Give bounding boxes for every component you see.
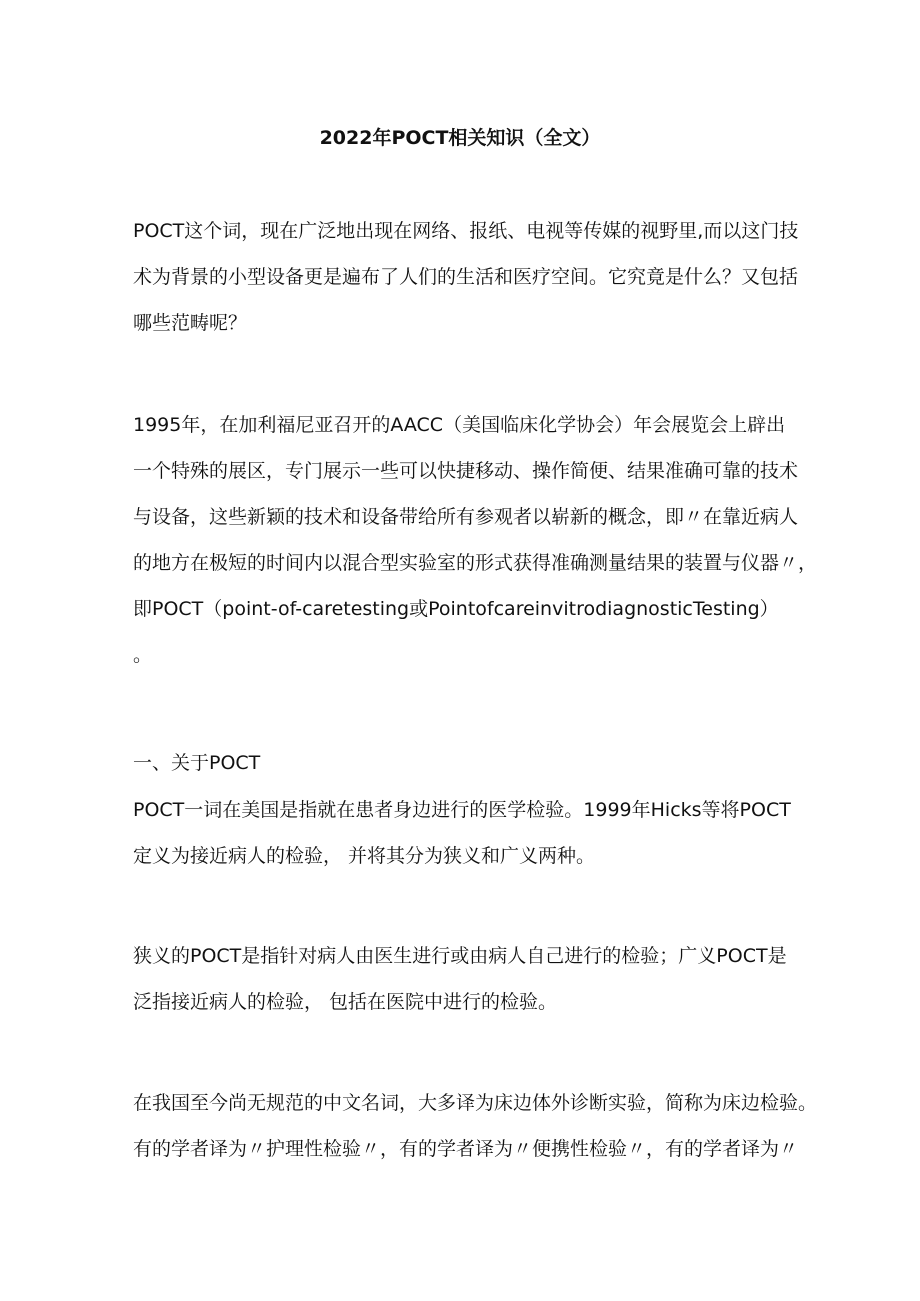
document-title: 2022年POCT相关知识（全文） xyxy=(319,127,601,149)
paragraph-intro xyxy=(133,208,823,346)
paragraph-narrow-broad xyxy=(133,933,823,1025)
paragraph-history xyxy=(133,402,823,678)
text-line: POCT一词在美国是指就在患者身边进行的医学检验。1999年Hicks等将POCT xyxy=(133,799,791,821)
text-line: 狭义的POCT是指针对病人由医生进行或由病人自己进行的检验；广义POCT是 xyxy=(133,945,787,967)
text-line: 。 xyxy=(133,644,153,666)
section-heading xyxy=(133,740,823,786)
text-line: POCT这个词，现在广泛地出现在网络、报纸、电视等传媒的视野里,而以这门技 xyxy=(133,220,799,242)
text-line: 一个特殊的展区，专门展示一些可以快捷移动、操作简便、结果准确可靠的技术 xyxy=(133,460,799,482)
paragraph-definition xyxy=(133,787,823,879)
text-line: 泛指接近病人的检验， 包括在医院中进行的检验。 xyxy=(133,991,558,1013)
text-line: 在我国至今尚无规范的中文名词，大多译为床边体外诊断实验，简称为床边检验。 xyxy=(133,1092,818,1114)
text-line: 的地方在极短的时间内以混合型实验室的形式获得准确测量结果的装置与仪器〃， xyxy=(133,552,818,574)
text-line: 有的学者译为〃护理性检验〃，有的学者译为〃便携性检验〃，有的学者译为〃 xyxy=(133,1138,799,1160)
text-line: 即POCT（point-of-caretesting或PointofcareinvitrodiagnosticTesting） xyxy=(133,598,779,620)
paragraph-translation xyxy=(133,1080,823,1172)
text-line: 1995年，在加利福尼亚召开的AACC（美国临床化学协会）年会展览会上辟出 xyxy=(133,414,786,436)
text-line: 哪些范畴呢？ xyxy=(133,312,248,334)
text-line: 定义为接近病人的检验， 并将其分为狭义和广义两种。 xyxy=(133,845,596,867)
heading-text: 一、关于POCT xyxy=(133,752,261,774)
text-line: 与设备，这些新颖的技术和设备带给所有参观者以崭新的概念，即〃在靠近病人 xyxy=(133,506,799,528)
text-line: 术为背景的小型设备更是遍布了人们的生活和医疗空间。它究竟是什么？又包括 xyxy=(133,266,799,288)
